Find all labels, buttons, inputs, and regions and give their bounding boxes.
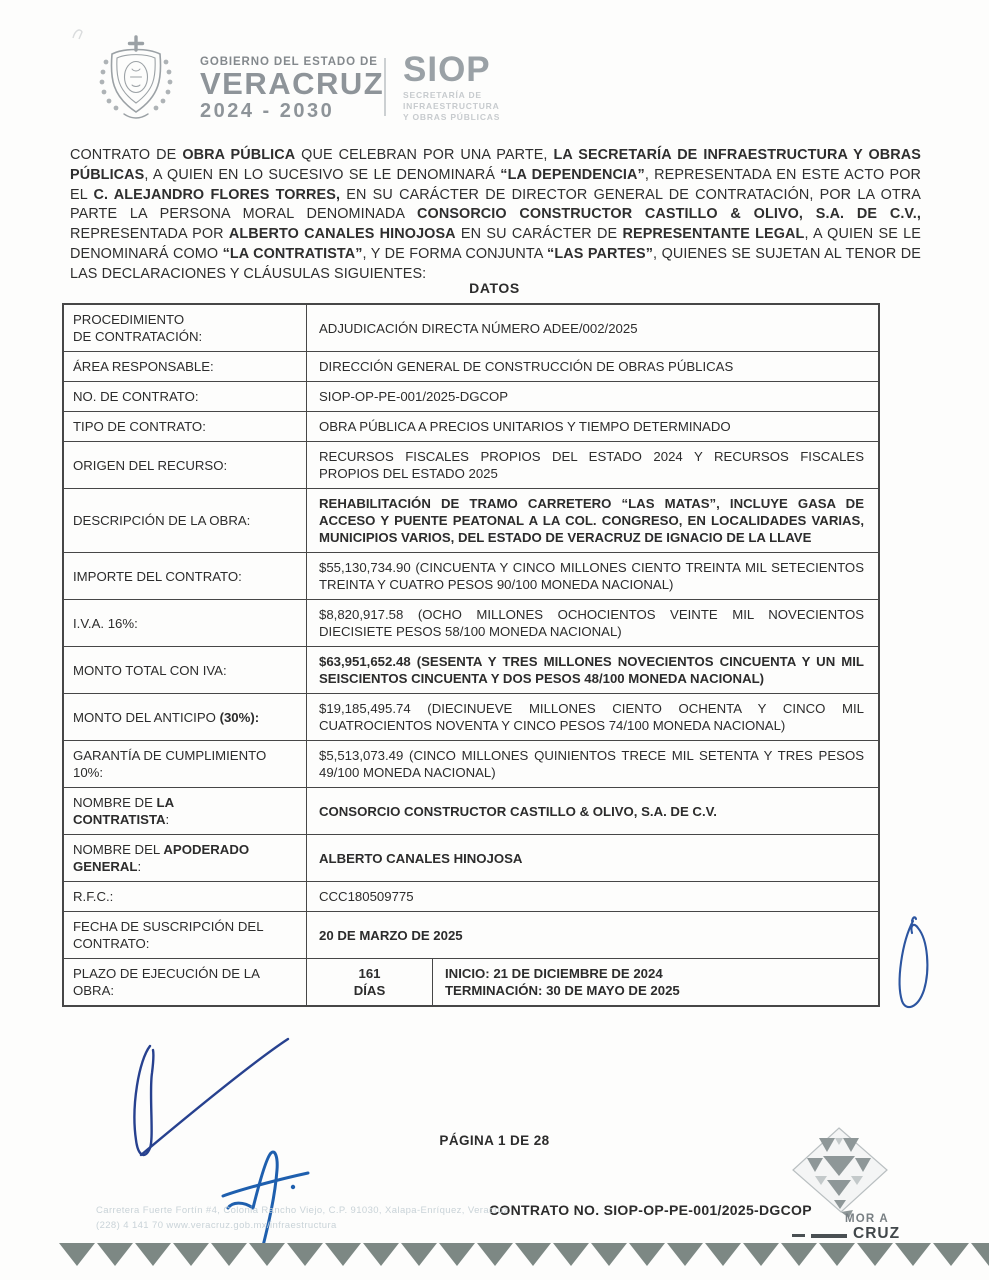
row-value: 20 DE MARZO DE 2025 [319, 927, 463, 943]
row-label: NOMBRE DEL APODERADO GENERAL: [64, 835, 307, 881]
row-value: RECURSOS FISCALES PROPIOS DEL ESTADO 2024 Y RECURSOS FISCALES PROPIOS DEL ESTADO 2025 [319, 449, 864, 481]
table-row [64, 553, 878, 600]
zigzag-border [58, 1242, 989, 1268]
header-divider [384, 58, 386, 116]
table-row [64, 412, 878, 442]
gov-state-text: VERACRUZ [200, 66, 385, 101]
siop-wordmark [403, 52, 500, 123]
intro-paragraph: CONTRATO DE OBRA PÚBLICA QUE CELEBRAN POR UNA PARTE, LA SECRETARÍA DE INFRAESTRUCTURA Y OBRAS PÚBLICAS, A QUIEN EN LO SUCESIVO SE LE DENOMINARÁ “LA DEPENDENCIA”, REPRESENTADA EN ESTE ACTO POR EL C. ALEJANDRO FLORES TORRES, EN SU CARÁCTER DE DIRECTOR GENERAL DE CONTRATACIÓN, POR LA OTRA PARTE LA PERSONA MORAL DENOMINADA CONSORCIO CONSTRUCTOR CASTILLO & OLIVO, S.A. DE C.V., REPRESENTADA POR ALBERTO CANALES HINOJOSA EN SU CARÁCTER DE REPRESENTANTE LEGAL, A QUIEN SE LE DENOMINARÁ COMO “LA CONTRATISTA”, Y DE FORMA CONJUNTA “LAS PARTES”, QUIENES SE SUJETAN AL TENOR DE LAS DECLARACIONES Y CLÁUSULAS SIGUIENTES: [70, 147, 922, 282]
table-row [64, 788, 878, 835]
row-value: ADJUDICACIÓN DIRECTA NÚMERO ADEE/002/2025 [319, 320, 638, 336]
row-value: CCC180509775 [319, 889, 414, 904]
signature-margin-initial [888, 912, 938, 1018]
row-value: $19,185,495.74 (DIECINUEVE MILLONES CIENTO OCHENTA Y CINCO MIL CUATROCIENTOS NOVENTA Y CINCO PESOS 74/100 MONEDA NACIONAL) [319, 701, 864, 733]
table-row [64, 382, 878, 412]
row-value: $55,130,734.90 (CINCUENTA Y CINCO MILLONES CIENTO TREINTA MIL SETECIENTOS TREINTA Y CUATRO PESOS 90/100 MONEDA NACIONAL) [319, 560, 864, 592]
slogan-text-bottom: CRUZ [853, 1225, 901, 1242]
row-label: R.F.C.: [64, 882, 307, 911]
row-label: NO. DE CONTRATO: [64, 382, 307, 411]
row-duration-cell: 161 DÍAS [307, 959, 433, 1005]
government-wordmark [200, 56, 384, 122]
row-value: $5,513,073.49 (CINCO MILLONES QUINIENTOS TRECE MIL SETENTA Y TRES PESOS 49/100 MONEDA NACIONAL) [319, 748, 864, 780]
table-row [64, 835, 878, 882]
row-value: REHABILITACIÓN DE TRAMO CARRETERO “LAS MATAS”, INCLUYE GASA DE ACCESO Y PUENTE PEATONAL A LA COL. CONGRESO, EN LOCALIDADES VARIAS, MUNICIPIOS VARIOS, DEL ESTADO DE VERACRUZ DE IGNACIO DE LA LLAVE [319, 496, 864, 545]
row-value: CONSORCIO CONSTRUCTOR CASTILLO & OLIVO, S.A. DE C.V. [319, 803, 717, 819]
table-row [64, 647, 878, 694]
gov-line-text: GOBIERNO DEL ESTADO DE [200, 56, 378, 68]
table-row [64, 600, 878, 647]
row-label: MONTO TOTAL CON IVA: [64, 647, 307, 693]
row-value: OBRA PÚBLICA A PRECIOS UNITARIOS Y TIEMPO DETERMINADO [319, 419, 731, 434]
row-value: $63,951,652.48 (SESENTA Y TRES MILLONES NOVECIENTOS CINCUENTA Y UN MIL SEISCIENTOS CINCUENTA Y DOS PESOS 48/100 MONEDA NACIONAL) [319, 654, 864, 686]
signature-stroke-large [128, 1036, 296, 1168]
footer-address [96, 1203, 509, 1233]
table-row [64, 489, 878, 553]
row-value: INICIO: 21 DE DICIEMBRE DE 2024 TERMINACIÓN: 30 DE MAYO DE 2025 [445, 966, 680, 998]
contract-number-label: CONTRATO NO. SIOP-OP-PE-001/2025-DGCOP [489, 1202, 812, 1218]
table-row [64, 305, 878, 352]
row-label: IMPORTE DEL CONTRATO: [64, 553, 307, 599]
footer-address-line-2: (228) 4 141 70 www.veracruz.gob.mx/infraestructura [96, 1220, 337, 1231]
page-number-label: PÁGINA 1 DE 28 [439, 1133, 550, 1148]
siop-subtitle-line: SECRETARÍA DE [403, 90, 482, 100]
row-label: PROCEDIMIENTO DE CONTRATACIÓN: [64, 305, 307, 351]
row-label: PLAZO DE EJECUCIÓN DE LA OBRA: [64, 959, 307, 1005]
table-row [64, 442, 878, 489]
table-row [64, 959, 878, 1005]
siop-logo-text: SIOP [403, 50, 491, 89]
row-label: ÁREA RESPONSABLE: [64, 352, 307, 381]
slogan-dash [792, 1234, 805, 1237]
veracruz-coat-of-arms-logo [86, 34, 186, 134]
datos-table [62, 303, 880, 1007]
row-label: I.V.A. 16%: [64, 600, 307, 646]
table-row [64, 882, 878, 912]
gov-period-text: 2024 - 2030 [200, 100, 335, 122]
row-value: SIOP-OP-PE-001/2025-DGCOP [319, 389, 509, 404]
row-value: $8,820,917.58 (OCHO MILLONES OCHOCIENTOS VEINTE MIL NOVECIENTOS DIECISIETE PESOS 58/100 MONEDA NACIONAL) [319, 607, 864, 639]
row-value: ALBERTO CANALES HINOJOSA [319, 850, 523, 866]
row-label: DESCRIPCIÓN DE LA OBRA: [64, 489, 307, 552]
table-row [64, 741, 878, 788]
footer-address-line-1: Carretera Fuerte Fortín #4, Colonia Rancho Viejo, C.P. 91030, Xalapa-Enríquez, Veracruz [96, 1205, 509, 1216]
table-row [64, 694, 878, 741]
row-value: DIRECCIÓN GENERAL DE CONSTRUCCIÓN DE OBRAS PÚBLICAS [319, 359, 734, 374]
siop-subtitle-line: Y OBRAS PÚBLICAS [403, 112, 501, 122]
table-row [64, 352, 878, 382]
row-label: MONTO DEL ANTICIPO (30%): [64, 694, 307, 740]
datos-heading: DATOS [469, 280, 520, 296]
row-label: TIPO DE CONTRATO: [64, 412, 307, 441]
veracruz-diamond-logo [789, 1126, 890, 1218]
row-label: ORIGEN DEL RECURSO: [64, 442, 307, 488]
row-label: FECHA DE SUSCRIPCIÓN DEL CONTRATO: [64, 912, 307, 958]
table-row [64, 912, 878, 959]
siop-subtitle-line: INFRAESTRUCTURA [403, 101, 500, 111]
slogan-dash [811, 1234, 847, 1238]
row-label: GARANTÍA DE CUMPLIMIENTO 10%: [64, 741, 307, 787]
slogan-text-top: MOR A [845, 1213, 889, 1225]
row-label: NOMBRE DE LA CONTRATISTA: [64, 788, 307, 834]
signature-initials [215, 1140, 315, 1252]
